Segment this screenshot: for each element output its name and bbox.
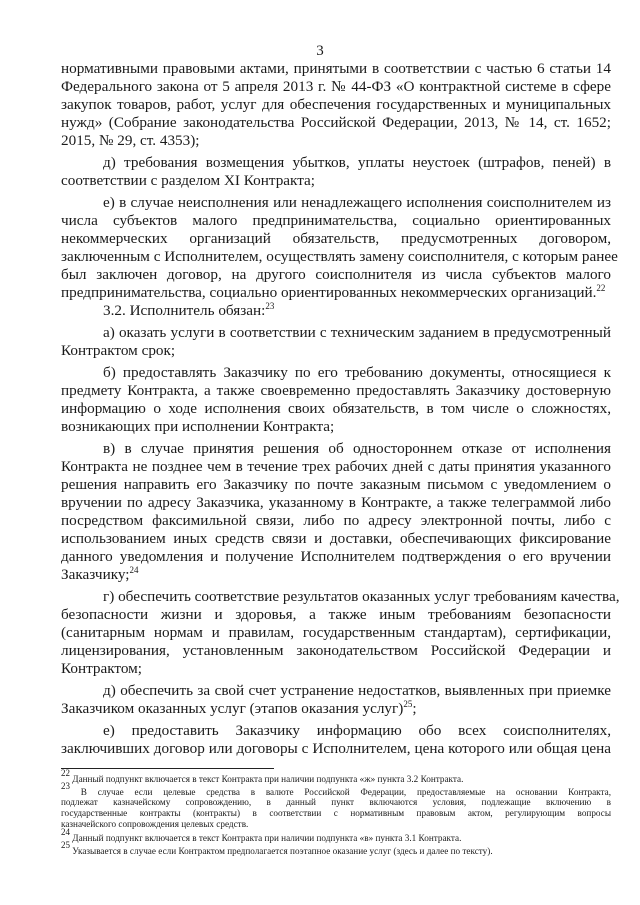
text-line: решения направить его Заказчику по почте заказным письмом с уведомлением о xyxy=(61,476,611,493)
text-line: был заключен договор, на другого соисполнителя из числа субъектов малого xyxy=(61,266,611,283)
text-line: предмету Контракта, а также своевременно предоставлять Заказчику достоверную xyxy=(61,382,611,399)
text-line: безопасности жизни и здоровья, а также иным требованиям безопасности xyxy=(61,606,611,623)
footnote-23: $^{23}$ В случае если целевые средства в валюте Российской Федерации, предоставляемые на основании Контракта, xyxy=(61,781,612,797)
text-line: закупок товаров, работ, услуг для обеспечения государственных и муниципальных xyxy=(61,96,611,113)
paragraph-a-line: а) оказать услуги в соответствии с техническим заданием в предусмотренный xyxy=(103,324,611,341)
text-line: вручении по адресу Заказчика, указанному в Контракте, а также телеграммой либо xyxy=(61,494,611,511)
footnote-separator xyxy=(61,768,274,769)
text-line: нужд» (Собрание законодательства Российской Федерации, 2013, № 14, ст. 1652; xyxy=(61,114,611,131)
text-line: использованием иных средств связи и доставки, обеспечивающих фиксирование xyxy=(61,530,611,547)
paragraph-g-line: г) обеспечить соответствие результатов оказанных услуг требованиям качества, xyxy=(103,588,620,605)
footnote-ref: 23 xyxy=(265,301,275,311)
paragraph-e2-line: е) предоставить Заказчику информацию обо всех соисполнителях, xyxy=(103,722,611,739)
footnote-ref: 25 xyxy=(403,699,413,709)
text-line: предпринимательства, социально ориентированных некоммерческих организаций.$^{22}$ xyxy=(61,283,606,301)
section-3-2-heading: 3.2. Исполнитель обязан:$^{23}$ xyxy=(103,301,275,319)
footnote-ref: 24 xyxy=(129,565,139,575)
text-line: Заказчику;$^{24}$ xyxy=(61,565,139,583)
paragraph-v-line: в) в случае принятия решения об одностороннем отказе от исполнения xyxy=(103,440,611,457)
text-line: нормативными правовыми актами, принятыми в соответствии с частью 6 статьи 14 xyxy=(61,60,611,77)
text-line: заключенным с Исполнителем, осуществлять замену соисполнителя, с которым ранее xyxy=(61,248,618,265)
footnote-24: $^{24}$ Данный подпункт включается в текст Контракта при наличии подпункта «в» пункта 3.1 Контракта. xyxy=(61,827,462,843)
text-line: лицензирования, установленным законодательством Российской Федерации и xyxy=(61,642,611,659)
text-line: информацию о ходе исполнения своих обязательств, в том числе о сложностях, xyxy=(61,400,611,417)
paragraph-e-line: е) в случае неисполнения или ненадлежащего исполнения соисполнителем из xyxy=(103,194,611,211)
text-line: соответствии с разделом XI Контракта; xyxy=(61,172,316,189)
footnote-23-line: казначейского сопровождения целевых средств. xyxy=(61,819,249,829)
text-line: Контракта не позднее чем в течение трех рабочих дней с даты принятия указанного xyxy=(61,458,611,475)
page-number: 3 xyxy=(316,43,324,59)
footnote-25: $^{25}$ Указывается в случае если Контрактом предполагается поэтапное оказание услуг (здесь и далее по тексту). xyxy=(61,840,493,856)
text-line: возникающих при исполнении Контракта; xyxy=(61,418,335,435)
text-line: числа субъектов малого предпринимательства, социально ориентированных xyxy=(61,212,611,229)
text-line: заключивших договор или договоры с Исполнителем, цена которого или общая цена xyxy=(61,740,611,757)
text-line: данного уведомления и получение Исполнителем подтверждения о его вручении xyxy=(61,548,611,565)
text-line: некоммерческих организаций обязательств, предусмотренных договором, xyxy=(61,230,611,247)
paragraph-b-line: б) предоставлять Заказчику по его требованию документы, относящиеся к xyxy=(103,364,611,381)
text-line: посредством факсимильной связи, либо по адресу электронной почты, либо с xyxy=(61,512,611,529)
text-line: Контрактом срок; xyxy=(61,342,176,359)
paragraph-d-line: д) требования возмещения убытков, уплаты неустоек (штрафов, пеней) в xyxy=(103,154,611,171)
text-line: Контрактом; xyxy=(61,660,143,677)
footnote-23-line: государственные контракты (контракты) в соответствии с нормативным правовым актом, регулирующим вопросы xyxy=(61,808,611,818)
footnote-23-line: подлежат казначейскому сопровождению, в данный пункт включаются условия, подлежащие включению в xyxy=(61,797,611,807)
paragraph-d2-line: д) обеспечить за свой счет устранение недостатков, выявленных при приемке xyxy=(103,682,611,699)
footnote-22: $^{22}$ Данный подпункт включается в текст Контракта при наличии подпункта «ж» пункта 3.2 Контракта. xyxy=(61,768,464,784)
text-line: 2015, № 29, ст. 4353); xyxy=(61,132,200,149)
text-line: Федерального закона от 5 апреля 2013 г. № 44-ФЗ «О контрактной системе в сфере xyxy=(61,78,611,95)
text-line: Заказчиком оказанных услуг (этапов оказания услуг)$^{25}$; xyxy=(61,699,417,717)
footnote-ref: 22 xyxy=(596,283,606,293)
text-line: (санитарным нормам и правилам, государственным стандартам), сертификации, xyxy=(61,624,611,641)
